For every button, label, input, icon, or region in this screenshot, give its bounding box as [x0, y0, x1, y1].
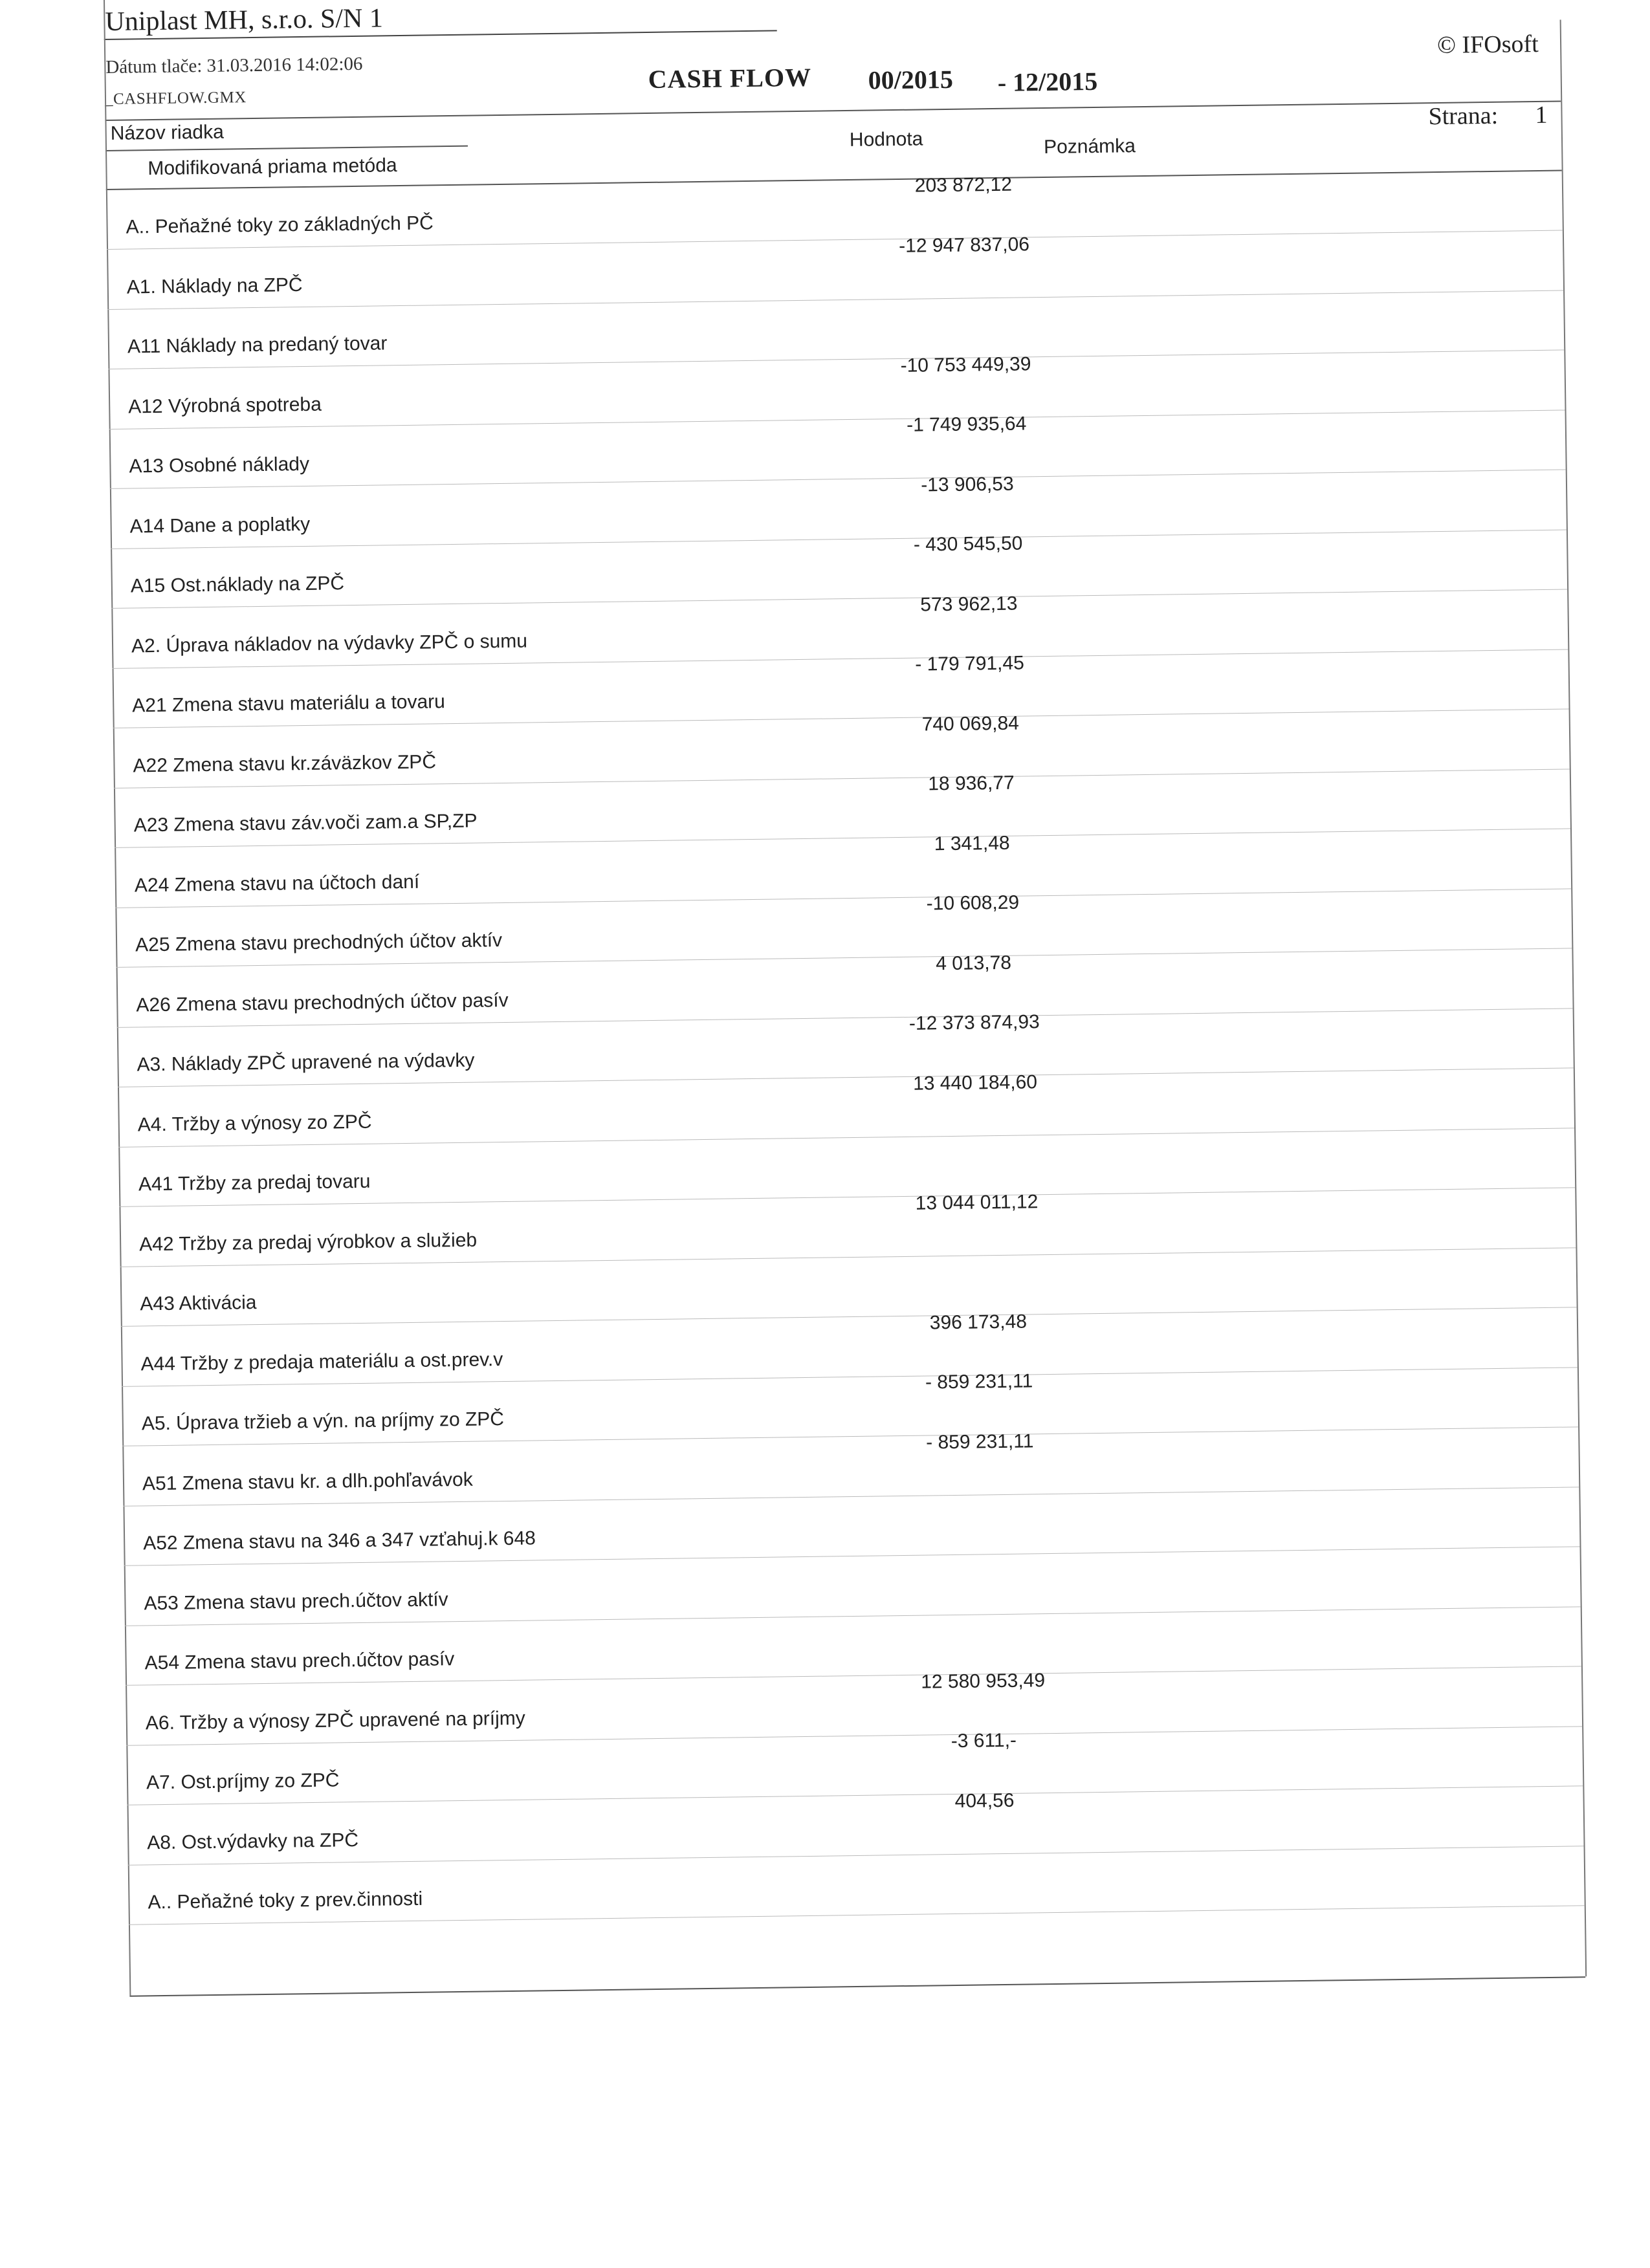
row-label: A22 Zmena stavu kr.záväzkov ZPČ [133, 750, 437, 777]
row-value: -1 749 935,64 [906, 413, 1027, 436]
row-value [859, 1848, 1112, 1851]
row-value: 13 440 184,60 [912, 1071, 1038, 1095]
row-value: -10 608,29 [926, 891, 1020, 915]
row-label: A54 Zmena stavu prech.účtov pasív [144, 1648, 455, 1674]
header-name-rule [105, 146, 468, 151]
row-label: A.. Peňažné toky z prev.činnosti [148, 1888, 423, 1914]
row-label: A43 Aktivácia [140, 1292, 257, 1315]
row-label: A53 Zmena stavu prech.účtov aktív [144, 1588, 448, 1614]
row-label: A23 Zmena stavu záv.voči zam.a SP,ZP [133, 810, 478, 836]
row-value: 1 341,48 [934, 832, 1010, 855]
row-label: A8. Ost.výdavky na ZPČ [147, 1829, 359, 1853]
row-label: A26 Zmena stavu prechodných účtov pasív [136, 989, 509, 1016]
row-value: 573 962,13 [920, 593, 1018, 616]
row-label: A2. Úprava nákladov na výdavky ZPČ o sumu [131, 630, 528, 657]
period-to: - 12/2015 [997, 66, 1098, 97]
row-value [850, 1130, 1102, 1133]
row-divider [109, 409, 1565, 429]
row-value [839, 292, 1091, 296]
row-value: 4 013,78 [935, 952, 1012, 974]
row-label: A12 Výrobná spotreba [128, 393, 322, 418]
row-label: A6. Tržby a výnosy ZPČ upravené na príjmy [145, 1707, 525, 1734]
cash-flow-report [104, 0, 1586, 2038]
copyright: © IFOsoft [1436, 30, 1539, 60]
row-label: A25 Zmena stavu prechodných účtov aktív [135, 930, 503, 956]
row-divider [111, 529, 1567, 549]
row-label: A3. Náklady ZPČ upravené na výdavky [137, 1049, 475, 1076]
row-value: 740 069,84 [921, 712, 1020, 736]
page-number: 1 [1535, 101, 1548, 129]
company-name: Uniplast MH, s.r.o. S/N 1 [105, 3, 384, 37]
row-value: - 179 791,45 [915, 652, 1024, 675]
row-value: -3 611,- [951, 1729, 1017, 1752]
row-value [851, 1250, 1103, 1253]
row-label: A1. Náklady na ZPČ [126, 274, 303, 298]
print-date: Dátum tlače: 31.03.2016 14:02:06 [105, 53, 363, 78]
row-value: - 430 545,50 [913, 532, 1023, 556]
column-header-note: Poznámka [1043, 135, 1136, 158]
row-value [854, 1489, 1106, 1492]
table-right-border [1560, 20, 1587, 1977]
row-label: A51 Zmena stavu kr. a dlh.pohľavávok [142, 1468, 473, 1494]
row-value [856, 1609, 1108, 1612]
row-label: A11 Náklady na predaný tovar [127, 333, 388, 358]
row-label: A41 Tržby za predaj tovaru [138, 1170, 371, 1195]
row-label: A44 Tržby z predaja materiálu a ost.prev.v [140, 1348, 503, 1375]
row-label: A52 Zmena stavu na 346 a 347 vzťahuj.k 648 [143, 1527, 536, 1554]
row-value [855, 1549, 1108, 1552]
row-value: -10 753 449,39 [900, 353, 1031, 376]
row-value: 12 580 953,49 [920, 1669, 1046, 1693]
file-name: _CASHFLOW.GMX [104, 89, 247, 108]
row-label: A15 Ost.náklady na ZPČ [130, 572, 345, 597]
table-bottom-rule [129, 1976, 1585, 1996]
header-top-rule [105, 101, 1561, 121]
row-value: - 859 231,11 [925, 1430, 1034, 1454]
row-value: 404,56 [954, 1789, 1015, 1812]
row-divider [107, 290, 1563, 309]
row-label: A.. Peňažné toky zo základných PČ [126, 212, 434, 238]
row-label: A7. Ost.príjmy zo ZPČ [146, 1769, 340, 1794]
row-divider [121, 1307, 1577, 1326]
row-divider [127, 1785, 1583, 1805]
row-value: 18 936,77 [928, 772, 1015, 795]
row-label: A42 Tržby za predaj výrobkov a služieb [138, 1229, 478, 1255]
row-label: A14 Dane a poplatky [129, 513, 311, 538]
table-left-border [104, 0, 131, 1996]
row-value: 203 872,12 [914, 173, 1013, 197]
column-header-value: Hodnota [849, 128, 923, 151]
row-value: 396 173,48 [929, 1310, 1028, 1333]
column-header-name: Názov riadka [110, 121, 224, 144]
row-label: A4. Tržby a výnosy zo ZPČ [137, 1111, 372, 1135]
row-divider [110, 469, 1566, 488]
row-label: A5. Úprava tržieb a výn. na príjmy zo ZPČ [141, 1408, 505, 1435]
row-value: -13 906,53 [920, 473, 1014, 496]
row-label: A21 Zmena stavu materiálu a tovaru [132, 691, 446, 717]
row-value: - 859 231,11 [925, 1370, 1033, 1393]
row-label: A24 Zmena stavu na účtoch daní [134, 871, 420, 896]
row-value: -12 373 874,93 [908, 1011, 1040, 1034]
report-title: CASH FLOW [648, 62, 812, 94]
row-value: 13 044 011,12 [915, 1190, 1039, 1214]
page-label: Strana: [1428, 102, 1499, 131]
row-value: -12 947 837,06 [898, 233, 1030, 257]
row-label: A13 Osobné náklady [129, 453, 310, 477]
period-from: 00/2015 [868, 64, 954, 95]
column-header-method: Modifikovaná priama metóda [148, 155, 397, 180]
